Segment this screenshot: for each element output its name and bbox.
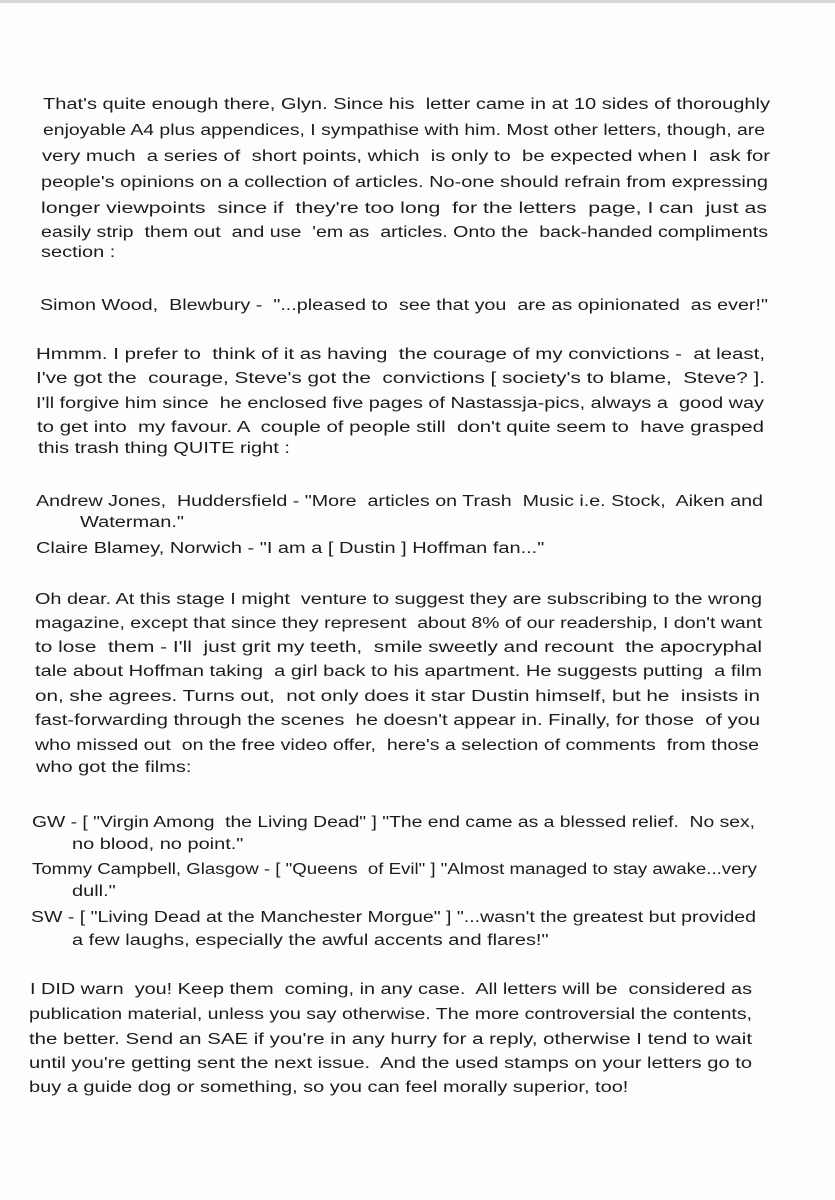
text-line: I'll forgive him since he enclosed five pages of Nastassja-pics, always a good way — [36, 395, 764, 412]
text-line: people's opinions on a collection of articles. No-one should refrain from expressing — [41, 174, 768, 191]
text-line: no blood, no point." — [72, 836, 244, 853]
text-line: Hmmm. I prefer to think of it as having the courage of my convictions - at least, — [36, 346, 765, 363]
text-line: Claire Blamey, Norwich - "I am a [ Dustin ] Hoffman fan..." — [36, 540, 545, 557]
text-line: magazine, except that since they represent about 8% of our readership, I don't want — [35, 615, 762, 632]
text-line: a few laughs, especially the awful accents and flares!" — [72, 932, 549, 949]
text-line: very much a series of short points, which is only to be expected when I ask for — [42, 148, 770, 165]
text-line: Simon Wood, Blewbury - "...pleased to see that you are as opinionated as ever!" — [40, 297, 768, 314]
text-line: tale about Hoffman taking a girl back to his apartment. He suggests putting a film — [35, 663, 762, 680]
text-line: GW - [ "Virgin Among the Living Dead" ] "The end came as a blessed relief. No sex, — [32, 814, 755, 831]
text-line: Oh dear. At this stage I might venture to suggest they are subscribing to the wrong — [35, 591, 763, 608]
text-line: I DID warn you! Keep them coming, in any case. All letters will be considered as — [30, 981, 752, 998]
text-line: section : — [41, 244, 116, 261]
text-line: That's quite enough there, Glyn. Since his letter came in at 10 sides of thoroughly — [43, 96, 770, 113]
text-line: who got the films: — [36, 759, 192, 776]
text-line: this trash thing QUITE right : — [38, 440, 290, 457]
text-line: easily strip them out and use 'em as articles. Onto the back-handed compliments — [41, 224, 768, 241]
text-line: enjoyable A4 plus appendices, I sympathise with him. Most other letters, though, are — [43, 122, 765, 139]
text-line: to get into my favour. A couple of people still don't quite seem to have grasped — [37, 419, 764, 436]
text-line: fast-forwarding through the scenes he doesn't appear in. Finally, for those of you — [35, 712, 760, 729]
text-line: I've got the courage, Steve's got the convictions [ society's to blame, Steve? ]. — [36, 370, 765, 387]
text-line: to lose them - I'll just grit my teeth, smile sweetly and recount the apocryphal — [35, 639, 762, 656]
text-line: SW - [ "Living Dead at the Manchester Morgue" ] "...wasn't the greatest but provided — [31, 909, 756, 926]
text-line: dull." — [72, 883, 116, 900]
text-line: Waterman." — [80, 514, 184, 531]
text-line: Andrew Jones, Huddersfield - "More articles on Trash Music i.e. Stock, Aiken and — [36, 493, 763, 510]
text-line: until you're getting sent the next issue. And the used stamps on your letters go to — [29, 1055, 752, 1072]
text-line: on, she agrees. Turns out, not only does it star Dustin himself, but he insists in — [35, 688, 760, 705]
text-line: publication material, unless you say otherwise. The more controversial the contents, — [29, 1006, 752, 1023]
text-line: buy a guide dog or something, so you can feel morally superior, too! — [29, 1079, 629, 1096]
text-line: longer viewpoints since if they're too long for the letters page, I can just as — [41, 200, 767, 217]
text-line: who missed out on the free video offer, here's a selection of comments from those — [35, 737, 759, 754]
text-line: Tommy Campbell, Glasgow - [ "Queens of Evil" ] "Almost managed to stay awake...very — [32, 861, 757, 878]
text-line: the better. Send an SAE if you're in any hurry for a reply, otherwise I tend to wait — [29, 1031, 752, 1048]
